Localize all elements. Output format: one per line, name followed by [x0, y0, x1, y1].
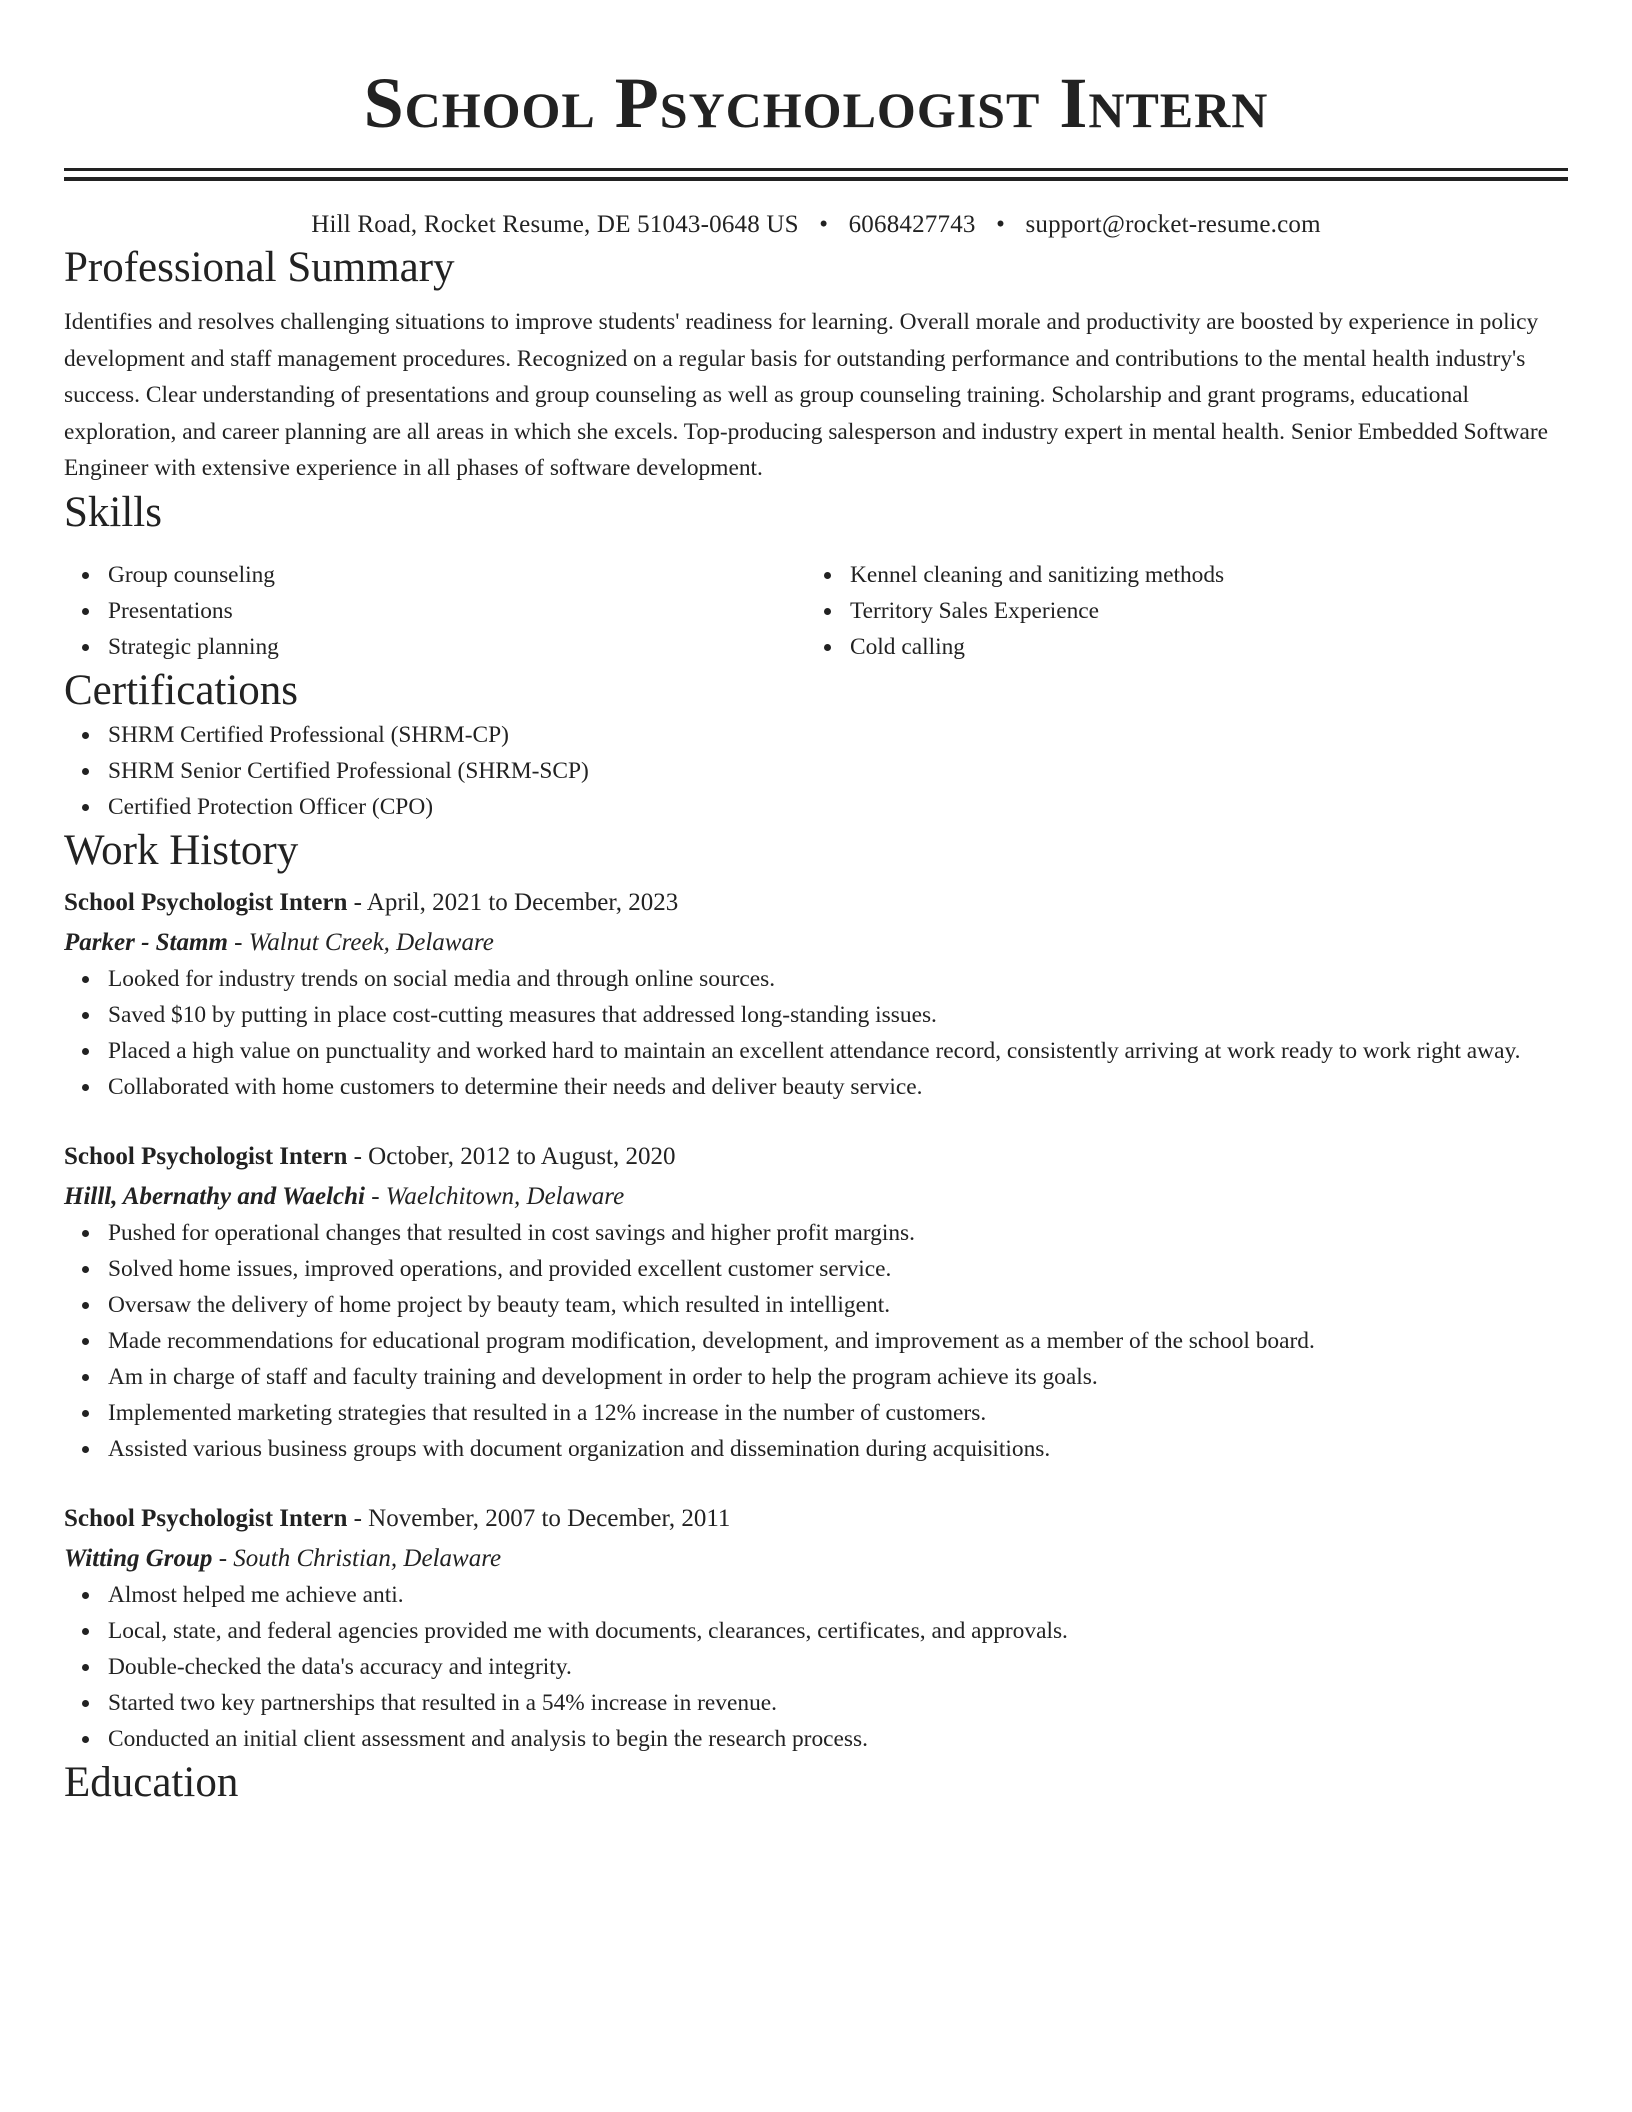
job-dates: - October, 2012 to August, 2020	[347, 1142, 676, 1170]
skills-column-left	[64, 557, 806, 665]
job-company-line	[64, 1179, 1568, 1215]
contact-separator: •	[819, 211, 829, 238]
job-bullets	[64, 1215, 1568, 1467]
contact-phone: 6068427743	[848, 211, 976, 238]
job-bullet: Collaborated with home customers to determine their needs and deliver beauty service.	[108, 1069, 1568, 1105]
job-bullet: Am in charge of staff and faculty training and development in order to help the program achieve its goals.	[108, 1359, 1568, 1395]
job-bullet: Pushed for operational changes that resulted in cost savings and higher profit margins.	[108, 1215, 1568, 1251]
skills-column-right	[806, 557, 1548, 665]
job-entry	[64, 1501, 1568, 1757]
job-company-line	[64, 1541, 1568, 1577]
certifications-list	[64, 717, 1568, 825]
job-company: Hilll, Abernathy and Waelchi	[64, 1182, 365, 1210]
job-bullet: Assisted various business groups with document organization and dissemination during acquisitions.	[108, 1431, 1568, 1467]
resume-title: School Psychologist Intern	[363, 63, 1269, 143]
job-role: School Psychologist Intern	[64, 1142, 348, 1170]
job-role: School Psychologist Intern	[64, 1504, 348, 1532]
certifications-heading: Certifications	[64, 666, 299, 714]
job-bullet: Almost helped me achieve anti.	[108, 1577, 1568, 1613]
job-bullet: Made recommendations for educational program modification, development, and improvement as a member of the school board.	[108, 1323, 1568, 1359]
skill-item: Presentations	[108, 593, 806, 629]
skills-list-left	[64, 557, 806, 665]
job-company: Witting Group	[64, 1544, 213, 1572]
skills-grid	[64, 557, 1568, 665]
contact-address: Hill Road, Rocket Resume, DE 51043-0648 US	[311, 211, 799, 238]
job-bullet: Double-checked the data's accuracy and integrity.	[108, 1649, 1568, 1685]
job-bullet: Implemented marketing strategies that resulted in a 12% increase in the number of customers.	[108, 1395, 1568, 1431]
job-dates: - November, 2007 to December, 2011	[347, 1504, 731, 1532]
job-bullet: Conducted an initial client assessment and analysis to begin the research process.	[108, 1721, 1568, 1757]
job-bullet: Local, state, and federal agencies provided me with documents, clearances, certificates, and approvals.	[108, 1613, 1568, 1649]
title-divider-top	[64, 168, 1568, 171]
skill-item: Strategic planning	[108, 629, 806, 665]
job-bullet: Placed a high value on punctuality and worked hard to maintain an excellent attendance record, consistently arriving at work ready to work right away.	[108, 1033, 1568, 1069]
resume-page	[64, 0, 1568, 1809]
skills-heading: Skills	[64, 488, 162, 536]
job-company: Parker - Stamm	[64, 928, 228, 956]
job-role: School Psychologist Intern	[64, 888, 348, 916]
job-title-line	[64, 1501, 1568, 1537]
education-heading: Education	[64, 1758, 239, 1806]
certification-item: SHRM Certified Professional (SHRM-CP)	[108, 717, 1568, 753]
job-location: - Walnut Creek, Delaware	[227, 928, 494, 956]
job-bullet: Started two key partnerships that resulted in a 54% increase in revenue.	[108, 1685, 1568, 1721]
contact-line	[64, 208, 1568, 242]
job-location: - Waelchitown, Delaware	[364, 1182, 625, 1210]
job-title-line	[64, 885, 1568, 921]
work-history-heading: Work History	[64, 826, 299, 874]
summary-text: Identifies and resolves challenging situations to improve students' readiness for learning. Overall morale and productivity are boosted by experience in policy development and staff management procedures. Recognized on a regular basis for outstanding performance and contributions to the mental health industry's success. Clear understanding of presentations and group counseling as well as group counseling training. Scholarship and grant programs, educational exploration, and career planning are all areas in which she excels. Top-producing salesperson and industry expert in mental health. Senior Embedded Software Engineer with extensive experience in all phases of software development.	[64, 309, 1549, 482]
skill-item: Kennel cleaning and sanitizing methods	[850, 557, 1548, 593]
job-company-line	[64, 925, 1568, 961]
job-bullet: Saved $10 by putting in place cost-cutting measures that addressed long-standing issues.	[108, 997, 1568, 1033]
job-bullets	[64, 961, 1568, 1105]
job-entry	[64, 885, 1568, 1105]
job-bullet: Looked for industry trends on social media and through online sources.	[108, 961, 1568, 997]
job-location: - South Christian, Delaware	[212, 1544, 502, 1572]
certification-item: Certified Protection Officer (CPO)	[108, 789, 1568, 825]
skill-item: Group counseling	[108, 557, 806, 593]
contact-email: support@rocket-resume.com	[1025, 211, 1321, 238]
title-divider-bottom	[64, 177, 1568, 181]
job-bullet: Oversaw the delivery of home project by beauty team, which resulted in intelligent.	[108, 1287, 1568, 1323]
skill-item: Cold calling	[850, 629, 1548, 665]
skills-list-right	[806, 557, 1548, 665]
certification-item: SHRM Senior Certified Professional (SHRM-SCP)	[108, 753, 1568, 789]
job-bullet: Solved home issues, improved operations, and provided excellent customer service.	[108, 1251, 1568, 1287]
skill-item: Territory Sales Experience	[850, 593, 1548, 629]
job-bullets	[64, 1577, 1568, 1757]
job-entry	[64, 1139, 1568, 1467]
job-title-line	[64, 1139, 1568, 1175]
job-dates: - April, 2021 to December, 2023	[347, 888, 679, 916]
contact-separator: •	[996, 211, 1006, 238]
summary-heading: Professional Summary	[64, 244, 455, 291]
